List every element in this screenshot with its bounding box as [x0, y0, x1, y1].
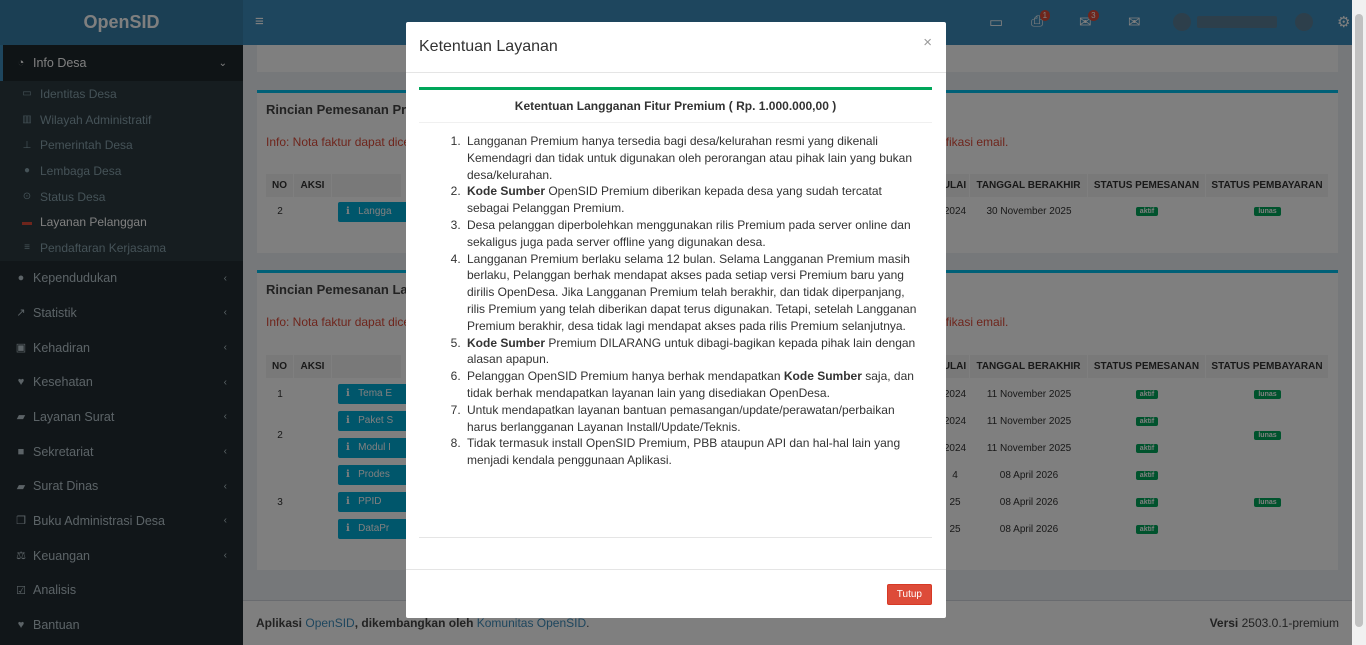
- term-item: [464, 133, 920, 183]
- term-item: [464, 183, 920, 217]
- term-text: Langganan Premium hanya tersedia bagi desa/kelurahan resmi yang dikenali Kemendagri dan tidak untuk digunakan oleh perorangan atau pihak lain yang bukan desa/kelurahan.: [467, 134, 912, 182]
- term-item: [464, 335, 920, 369]
- modal-header: [406, 22, 946, 73]
- terms-modal: [406, 22, 946, 618]
- term-item: [464, 402, 920, 436]
- term-item: [464, 435, 920, 469]
- terms-list: [419, 123, 932, 469]
- close-button[interactable]: Tutup: [887, 584, 932, 605]
- modal-title: Ketentuan Layanan: [419, 38, 558, 55]
- page-scrollbar[interactable]: [1352, 0, 1366, 645]
- term-item: [464, 368, 920, 402]
- term-text: Desa pelanggan diperbolehkan menggunakan rilis Premium pada server online dan sekaligus juga pada server offline yang digunakan desa.: [467, 217, 911, 249]
- terms-box: [419, 87, 932, 538]
- close-icon[interactable]: ×: [923, 34, 932, 51]
- term-bold: Kode Sumber: [467, 335, 546, 350]
- term-item: [464, 251, 920, 335]
- term-bold: Kode Sumber: [467, 184, 546, 199]
- term-item: [464, 217, 920, 251]
- term-text: saja, dan tidak berhak mendapatkan layanan lain yang disediakan OpenDesa.: [467, 369, 914, 400]
- term-text: Langganan Premium berlaku selama 12 bulan. Selama Langganan Premium masih berlaku, Pelanggan berhak mendapat akses pada setiap versi Premium baru yang dirilis OpenDesa. Jika Langganan Premium telah berakhir, dan tidak diperpanjang, rilis Premium yang telah diberikan dapat terus digunakan. Tetapi, setelah Langganan Premium berakhir, desa tidak lagi mendapat akses pada rilis Premium selanjutnya.: [467, 251, 917, 333]
- term-text: OpenSID Premium diberikan kepada desa yang sudah tercatat sebagai Pelanggan Premium.: [467, 184, 882, 216]
- scrollbar-thumb[interactable]: [1355, 14, 1363, 627]
- term-text: Tidak termasuk install OpenSID Premium, PBB ataupun API dan hal-hal lain yang menjadi kendala penggunaan Aplikasi.: [467, 436, 901, 468]
- modal-footer: [406, 569, 946, 618]
- term-text: Pelanggan OpenSID Premium hanya berhak mendapatkan: [467, 369, 784, 384]
- terms-box-title: Ketentuan Langganan Fitur Premium ( Rp. 1.000.000,00 ): [419, 90, 932, 123]
- term-bold: Kode Sumber: [783, 369, 862, 384]
- term-text: Premium DILARANG untuk dibagi-bagikan kepada pihak lain dengan alasan apapun.: [467, 335, 916, 367]
- term-text: Untuk mendapatkan layanan bantuan pemasangan/update/perawatan/perbaikan harus berlangganan Layanan Install/Update/Teknis.: [467, 402, 895, 434]
